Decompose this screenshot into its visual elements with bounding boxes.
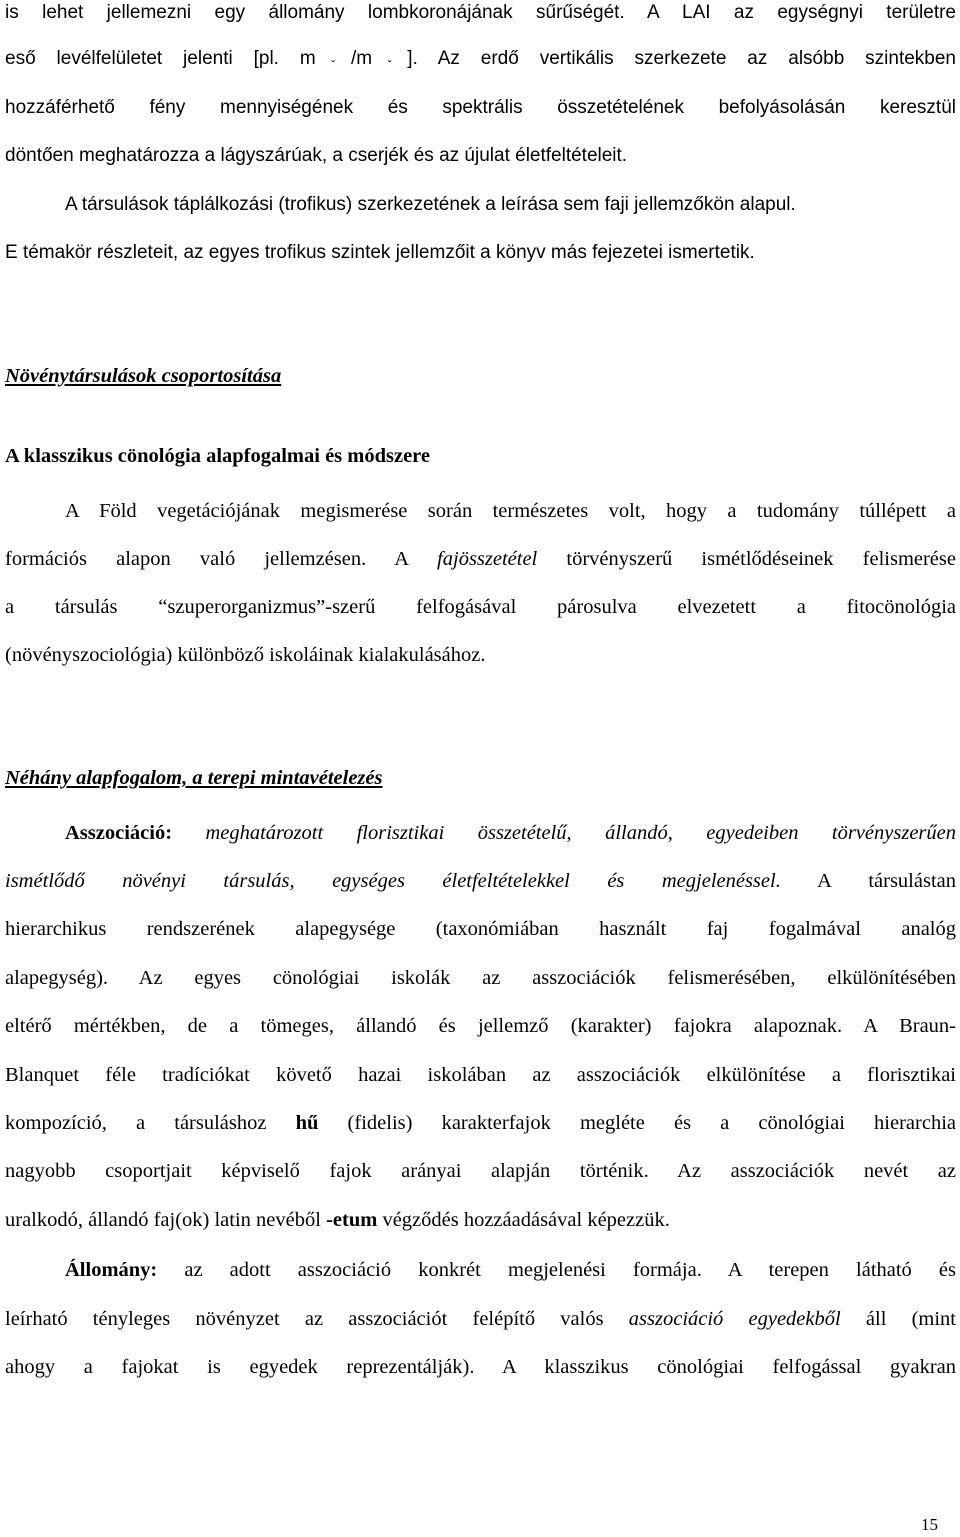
text-line: döntően meghatározza a lágyszárúak, a cserjék és az újulat életfeltételeit. bbox=[5, 145, 628, 166]
text-line: is lehet jellemezni egy állomány lombkoronájának sűrűségét. A LAI az egységnyi területre bbox=[5, 2, 956, 23]
text-line: A Föld vegetációjának megismerése során természetes volt, hogy a tudomány túllépett a bbox=[65, 500, 956, 522]
text-line: hozzáférhető fény mennyiségének és spektrális összetételének befolyásolásán keresztül bbox=[5, 97, 956, 118]
text-line: hierarchikus rendszerének alapegysége (taxonómiában használt faj fogalmával analóg bbox=[5, 918, 956, 940]
text-line: Asszociáció: meghatározott florisztikai összetételű, állandó, egyedeiben törvényszerűen bbox=[65, 822, 956, 844]
text-line: ismétlődő növényi társulás, egységes életfeltételekkel és megjelenéssel. A társulástan bbox=[5, 870, 956, 892]
text-line: (növényszociológia) különböző iskoláinak kialakulásához. bbox=[5, 644, 486, 666]
text-line: kompozíció, a társuláshoz hű (fidelis) karakterfajok megléte és a cönológiai hierarchia bbox=[5, 1112, 956, 1134]
text-line: nagyobb csoportjait képviselő fajok arányai alapján történik. Az asszociációk nevét az bbox=[5, 1160, 956, 1182]
section-heading: Növénytársulások csoportosítása bbox=[5, 365, 282, 387]
text-line: uralkodó, állandó faj(ok) latin nevéből -etum végződés hozzáadásával képezzük. bbox=[5, 1209, 670, 1231]
text-line: leírható tényleges növényzet az asszociációt felépítő valós asszociáció egyedekből áll (mint bbox=[5, 1308, 957, 1330]
text-line: formációs alapon való jellemzésen. A fajösszetétel törvényszerű ismétlődéseinek felismerése bbox=[5, 548, 956, 570]
text-line: a társulás “szuperorganizmus”-szerű felfogásával párosulva elvezetett a fitocönológia bbox=[5, 596, 956, 618]
page-number: 15 bbox=[921, 1515, 938, 1534]
text-line: E témakör részleteit, az egyes trofikus szintek jellemzőit a könyv más fejezetei ismertetik. bbox=[5, 242, 755, 263]
text-line: eső levélfelületet jelenti [pl. $m_ˇ/m_ˇ$]. Az erdő vertikális szerkezete az alsóbb szintekben bbox=[5, 48, 956, 72]
text-line: eltérő mértékben, de a tömeges, állandó és jellemző (karakter) fajokra alapoznak. A Braun- bbox=[5, 1015, 956, 1037]
text-line: Blanquet féle tradíciókat követő hazai iskolában az asszociációk elkülönítése a florisztikai bbox=[5, 1064, 956, 1086]
section-heading: Néhány alapfogalom, a terepi mintavételezés bbox=[5, 767, 383, 789]
text-line: Állomány: az adott asszociáció konkrét megjelenési formája. A terepen látható és bbox=[65, 1259, 956, 1281]
text-line: A társulások táplálkozási (trofikus) szerkezetének a leírása sem faji jellemzőkön alapul. bbox=[65, 194, 796, 215]
text-line: alapegység). Az egyes cönológiai iskolák az asszociációk felismerésében, elkülönítésében bbox=[5, 967, 956, 989]
text-line: ahogy a fajokat is egyedek reprezentálják). A klasszikus cönológiai felfogással gyakran bbox=[5, 1356, 956, 1378]
subsection-heading: A klasszikus cönológia alapfogalmai és módszere bbox=[5, 445, 431, 467]
